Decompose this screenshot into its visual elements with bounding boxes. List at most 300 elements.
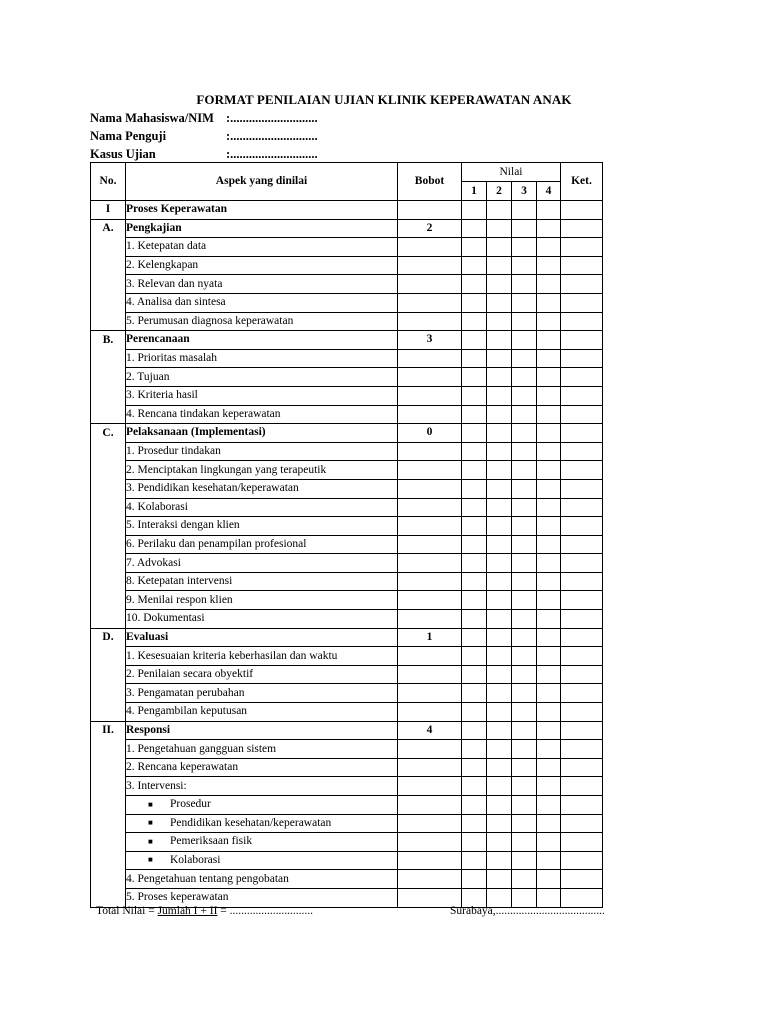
row-weight [398, 312, 462, 331]
score-cell-2[interactable] [487, 386, 512, 405]
score-cell-4[interactable] [537, 368, 561, 387]
row-number [91, 572, 126, 591]
score-cell-1[interactable] [462, 275, 487, 294]
score-cell-3[interactable] [512, 777, 537, 796]
remarks-cell[interactable] [561, 349, 603, 368]
score-cell-4[interactable] [537, 796, 561, 815]
table-row [91, 275, 603, 294]
score-cell-1[interactable] [462, 312, 487, 331]
remarks-cell[interactable] [561, 647, 603, 666]
score-cell-1[interactable] [462, 703, 487, 722]
score-cell-2[interactable] [487, 721, 512, 740]
score-cell-4[interactable] [537, 442, 561, 461]
score-cell-2[interactable] [487, 870, 512, 889]
score-cell-1[interactable] [462, 349, 487, 368]
score-cell-1[interactable] [462, 628, 487, 647]
remarks-cell[interactable] [561, 238, 603, 257]
table-row [91, 833, 603, 852]
score-cell-3[interactable] [512, 628, 537, 647]
row-aspect: 1. Kesesuaian kriteria keberhasilan dan waktu [126, 647, 398, 666]
table-row [91, 610, 603, 629]
score-cell-4[interactable] [537, 833, 561, 852]
remarks-cell[interactable] [561, 479, 603, 498]
table-row [91, 386, 603, 405]
remarks-cell[interactable] [561, 572, 603, 591]
score-cell-1[interactable] [462, 740, 487, 759]
score-cell-2[interactable] [487, 256, 512, 275]
score-cell-4[interactable] [537, 721, 561, 740]
score-cell-3[interactable] [512, 293, 537, 312]
table-row [91, 647, 603, 666]
remarks-cell[interactable] [561, 293, 603, 312]
remarks-cell[interactable] [561, 703, 603, 722]
row-weight [398, 610, 462, 629]
row-weight [398, 833, 462, 852]
score-cell-3[interactable] [512, 461, 537, 480]
table-row [91, 405, 603, 424]
score-cell-4[interactable] [537, 591, 561, 610]
score-cell-4[interactable] [537, 498, 561, 517]
remarks-cell[interactable] [561, 591, 603, 610]
score-cell-1[interactable] [462, 684, 487, 703]
score-cell-2[interactable] [487, 684, 512, 703]
bullet-icon: ■ [148, 836, 153, 846]
score-cell-1[interactable] [462, 424, 487, 443]
score-cell-4[interactable] [537, 201, 561, 220]
score-cell-4[interactable] [537, 814, 561, 833]
row-weight [398, 851, 462, 870]
row-aspect: 10. Dokumentasi [126, 610, 398, 629]
header-no: No. [91, 163, 126, 201]
score-cell-4[interactable] [537, 628, 561, 647]
row-number [91, 275, 126, 294]
remarks-cell[interactable] [561, 461, 603, 480]
score-cell-4[interactable] [537, 851, 561, 870]
score-cell-2[interactable] [487, 572, 512, 591]
score-cell-2[interactable] [487, 498, 512, 517]
row-aspect: Proses Keperawatan [126, 201, 398, 220]
row-aspect: Pelaksanaan (Implementasi) [126, 424, 398, 443]
header-nilai: Nilai [462, 163, 561, 182]
row-aspect [126, 851, 398, 870]
remarks-cell[interactable] [561, 498, 603, 517]
score-cell-2[interactable] [487, 312, 512, 331]
row-weight: 2 [398, 219, 462, 238]
total-formula: Jumlah I + II [157, 905, 218, 917]
score-cell-1[interactable] [462, 851, 487, 870]
score-cell-4[interactable] [537, 386, 561, 405]
table-row [91, 498, 603, 517]
score-cell-4[interactable] [537, 424, 561, 443]
score-cell-2[interactable] [487, 461, 512, 480]
score-cell-4[interactable] [537, 740, 561, 759]
score-cell-2[interactable] [487, 814, 512, 833]
table-row [91, 256, 603, 275]
info-value-examiner: :............................ [226, 129, 318, 143]
table-row [91, 572, 603, 591]
score-cell-1[interactable] [462, 293, 487, 312]
score-cell-2[interactable] [487, 647, 512, 666]
row-number: C. [91, 424, 126, 443]
score-cell-2[interactable] [487, 758, 512, 777]
place-date-line: Surabaya,...................................... [450, 905, 605, 917]
info-value-case: :............................ [226, 147, 318, 161]
score-cell-2[interactable] [487, 201, 512, 220]
score-cell-3[interactable] [512, 219, 537, 238]
table-row [91, 368, 603, 387]
score-cell-2[interactable] [487, 740, 512, 759]
score-cell-2[interactable] [487, 610, 512, 629]
row-aspect [126, 814, 398, 833]
score-cell-3[interactable] [512, 312, 537, 331]
row-aspect: Responsi [126, 721, 398, 740]
score-cell-2[interactable] [487, 628, 512, 647]
score-cell-1[interactable] [462, 610, 487, 629]
score-cell-1[interactable] [462, 554, 487, 573]
score-cell-3[interactable] [512, 851, 537, 870]
score-cell-2[interactable] [487, 219, 512, 238]
score-cell-3[interactable] [512, 386, 537, 405]
score-cell-3[interactable] [512, 554, 537, 573]
remarks-cell[interactable] [561, 721, 603, 740]
score-cell-4[interactable] [537, 703, 561, 722]
row-number: D. [91, 628, 126, 647]
remarks-cell[interactable] [561, 312, 603, 331]
remarks-cell[interactable] [561, 665, 603, 684]
score-cell-1[interactable] [462, 498, 487, 517]
score-cell-1[interactable] [462, 479, 487, 498]
row-weight [398, 461, 462, 480]
remarks-cell[interactable] [561, 256, 603, 275]
row-weight [398, 647, 462, 666]
score-cell-3[interactable] [512, 740, 537, 759]
score-cell-1[interactable] [462, 777, 487, 796]
row-weight [398, 535, 462, 554]
score-cell-4[interactable] [537, 331, 561, 350]
row-number [91, 833, 126, 852]
remarks-cell[interactable] [561, 684, 603, 703]
score-cell-2[interactable] [487, 275, 512, 294]
score-cell-4[interactable] [537, 647, 561, 666]
score-cell-3[interactable] [512, 349, 537, 368]
table-row [91, 331, 603, 350]
score-cell-1[interactable] [462, 405, 487, 424]
score-cell-3[interactable] [512, 275, 537, 294]
info-row-case [90, 145, 318, 163]
row-weight [398, 256, 462, 275]
score-cell-3[interactable] [512, 442, 537, 461]
score-cell-3[interactable] [512, 368, 537, 387]
score-cell-2[interactable] [487, 796, 512, 815]
score-cell-1[interactable] [462, 517, 487, 536]
row-aspect: 2. Tujuan [126, 368, 398, 387]
score-cell-2[interactable] [487, 349, 512, 368]
score-cell-2[interactable] [487, 331, 512, 350]
score-cell-1[interactable] [462, 368, 487, 387]
score-cell-1[interactable] [462, 647, 487, 666]
score-cell-3[interactable] [512, 610, 537, 629]
score-cell-3[interactable] [512, 572, 537, 591]
row-aspect-text: Pendidikan kesehatan/keperawatan [170, 816, 332, 829]
bullet-icon: ■ [148, 855, 153, 865]
header-nilai-2: 2 [487, 182, 512, 201]
row-number [91, 777, 126, 796]
table-row [91, 535, 603, 554]
row-number: A. [91, 219, 126, 238]
table-row [91, 703, 603, 722]
score-cell-3[interactable] [512, 517, 537, 536]
score-cell-4[interactable] [537, 405, 561, 424]
score-cell-2[interactable] [487, 293, 512, 312]
remarks-cell[interactable] [561, 628, 603, 647]
score-cell-3[interactable] [512, 647, 537, 666]
score-cell-1[interactable] [462, 461, 487, 480]
table-row [91, 684, 603, 703]
table-row [91, 424, 603, 443]
row-weight [398, 703, 462, 722]
score-cell-1[interactable] [462, 201, 487, 220]
score-cell-4[interactable] [537, 256, 561, 275]
row-number [91, 312, 126, 331]
row-number [91, 479, 126, 498]
remarks-cell[interactable] [561, 610, 603, 629]
score-cell-2[interactable] [487, 368, 512, 387]
row-aspect: 2. Rencana keperawatan [126, 758, 398, 777]
row-aspect: Evaluasi [126, 628, 398, 647]
remarks-cell[interactable] [561, 442, 603, 461]
row-weight [398, 442, 462, 461]
score-cell-3[interactable] [512, 814, 537, 833]
row-weight [398, 777, 462, 796]
score-cell-1[interactable] [462, 219, 487, 238]
row-aspect: 3. Relevan dan nyata [126, 275, 398, 294]
remarks-cell[interactable] [561, 424, 603, 443]
score-cell-3[interactable] [512, 796, 537, 815]
score-cell-4[interactable] [537, 684, 561, 703]
assessment-table [90, 162, 603, 908]
row-aspect: 4. Kolaborasi [126, 498, 398, 517]
score-cell-2[interactable] [487, 665, 512, 684]
row-number [91, 238, 126, 257]
row-aspect: 5. Proses keperawatan [126, 888, 398, 907]
score-cell-4[interactable] [537, 870, 561, 889]
score-cell-3[interactable] [512, 201, 537, 220]
remarks-cell[interactable] [561, 777, 603, 796]
row-aspect [126, 833, 398, 852]
header-ket: Ket. [561, 163, 603, 201]
row-number [91, 405, 126, 424]
score-cell-3[interactable] [512, 424, 537, 443]
score-cell-1[interactable] [462, 238, 487, 257]
remarks-cell[interactable] [561, 368, 603, 387]
score-cell-4[interactable] [537, 349, 561, 368]
row-weight [398, 293, 462, 312]
score-cell-3[interactable] [512, 684, 537, 703]
score-cell-1[interactable] [462, 442, 487, 461]
row-aspect: 3. Pengamatan perubahan [126, 684, 398, 703]
info-label-examiner: Nama Penguji [90, 129, 167, 143]
score-cell-1[interactable] [462, 572, 487, 591]
score-cell-3[interactable] [512, 721, 537, 740]
score-cell-2[interactable] [487, 238, 512, 257]
table-row [91, 201, 603, 220]
row-weight [398, 201, 462, 220]
table-row [91, 796, 603, 815]
remarks-cell[interactable] [561, 870, 603, 889]
score-cell-2[interactable] [487, 535, 512, 554]
row-aspect: 5. Perumusan diagnosa keperawatan [126, 312, 398, 331]
row-aspect: 1. Ketepatan data [126, 238, 398, 257]
score-cell-4[interactable] [537, 665, 561, 684]
score-cell-1[interactable] [462, 665, 487, 684]
row-weight [398, 572, 462, 591]
total-score-line [96, 903, 313, 919]
score-cell-2[interactable] [487, 777, 512, 796]
row-aspect: 6. Perilaku dan penampilan profesional [126, 535, 398, 554]
score-cell-1[interactable] [462, 758, 487, 777]
score-cell-1[interactable] [462, 721, 487, 740]
row-number [91, 796, 126, 815]
remarks-cell[interactable] [561, 796, 603, 815]
score-cell-1[interactable] [462, 833, 487, 852]
score-cell-2[interactable] [487, 833, 512, 852]
score-cell-3[interactable] [512, 758, 537, 777]
score-cell-3[interactable] [512, 833, 537, 852]
score-cell-4[interactable] [537, 777, 561, 796]
remarks-cell[interactable] [561, 517, 603, 536]
row-weight: 1 [398, 628, 462, 647]
score-cell-1[interactable] [462, 386, 487, 405]
remarks-cell[interactable] [561, 275, 603, 294]
score-cell-4[interactable] [537, 610, 561, 629]
score-cell-1[interactable] [462, 814, 487, 833]
row-weight [398, 386, 462, 405]
remarks-cell[interactable] [561, 386, 603, 405]
score-cell-3[interactable] [512, 238, 537, 257]
remarks-cell[interactable] [561, 331, 603, 350]
table-row [91, 591, 603, 610]
score-cell-4[interactable] [537, 554, 561, 573]
bullet-icon: ■ [148, 818, 153, 828]
row-number [91, 591, 126, 610]
score-cell-4[interactable] [537, 219, 561, 238]
row-number [91, 870, 126, 889]
row-weight [398, 591, 462, 610]
score-cell-4[interactable] [537, 517, 561, 536]
score-cell-1[interactable] [462, 591, 487, 610]
row-weight [398, 870, 462, 889]
remarks-cell[interactable] [561, 201, 603, 220]
row-number [91, 386, 126, 405]
score-cell-3[interactable] [512, 498, 537, 517]
remarks-cell[interactable] [561, 851, 603, 870]
score-cell-2[interactable] [487, 591, 512, 610]
remarks-cell[interactable] [561, 554, 603, 573]
score-cell-2[interactable] [487, 517, 512, 536]
score-cell-3[interactable] [512, 591, 537, 610]
remarks-cell[interactable] [561, 535, 603, 554]
remarks-cell[interactable] [561, 758, 603, 777]
score-cell-3[interactable] [512, 405, 537, 424]
score-cell-4[interactable] [537, 461, 561, 480]
row-number [91, 498, 126, 517]
remarks-cell[interactable] [561, 219, 603, 238]
score-cell-2[interactable] [487, 424, 512, 443]
row-number [91, 647, 126, 666]
score-cell-4[interactable] [537, 535, 561, 554]
header-nilai-3: 3 [512, 182, 537, 201]
row-aspect-text: Prosedur [170, 798, 211, 811]
row-aspect: Perencanaan [126, 331, 398, 350]
score-cell-1[interactable] [462, 535, 487, 554]
remarks-cell[interactable] [561, 814, 603, 833]
row-weight [398, 349, 462, 368]
score-cell-4[interactable] [537, 572, 561, 591]
score-cell-3[interactable] [512, 870, 537, 889]
score-cell-4[interactable] [537, 275, 561, 294]
table-row [91, 665, 603, 684]
score-cell-3[interactable] [512, 535, 537, 554]
row-number [91, 442, 126, 461]
remarks-cell[interactable] [561, 833, 603, 852]
row-aspect: 7. Advokasi [126, 554, 398, 573]
table-row [91, 517, 603, 536]
score-cell-4[interactable] [537, 293, 561, 312]
score-cell-2[interactable] [487, 554, 512, 573]
row-weight [398, 368, 462, 387]
score-cell-3[interactable] [512, 331, 537, 350]
score-cell-3[interactable] [512, 703, 537, 722]
row-aspect: 1. Prioritas masalah [126, 349, 398, 368]
table-row [91, 293, 603, 312]
score-cell-4[interactable] [537, 238, 561, 257]
score-cell-2[interactable] [487, 703, 512, 722]
score-cell-1[interactable] [462, 870, 487, 889]
score-cell-1[interactable] [462, 331, 487, 350]
score-cell-4[interactable] [537, 758, 561, 777]
score-cell-2[interactable] [487, 405, 512, 424]
score-cell-3[interactable] [512, 479, 537, 498]
row-aspect: 3. Intervensi: [126, 777, 398, 796]
table-row [91, 238, 603, 257]
remarks-cell[interactable] [561, 405, 603, 424]
table-row [91, 758, 603, 777]
score-cell-2[interactable] [487, 442, 512, 461]
score-cell-3[interactable] [512, 665, 537, 684]
table-body [91, 201, 603, 908]
row-number [91, 814, 126, 833]
row-number [91, 535, 126, 554]
info-value-student: :............................ [226, 111, 318, 125]
score-cell-3[interactable] [512, 256, 537, 275]
row-number: B. [91, 331, 126, 350]
table-row [91, 219, 603, 238]
row-aspect: 2. Kelengkapan [126, 256, 398, 275]
score-cell-2[interactable] [487, 479, 512, 498]
score-cell-4[interactable] [537, 479, 561, 498]
row-aspect: 4. Pengambilan keputusan [126, 703, 398, 722]
row-weight [398, 665, 462, 684]
score-cell-2[interactable] [487, 851, 512, 870]
remarks-cell[interactable] [561, 740, 603, 759]
row-aspect: 1. Pengetahuan gangguan sistem [126, 740, 398, 759]
row-weight [398, 814, 462, 833]
score-cell-1[interactable] [462, 256, 487, 275]
table-row [91, 721, 603, 740]
row-aspect [126, 796, 398, 815]
score-cell-1[interactable] [462, 796, 487, 815]
score-cell-4[interactable] [537, 312, 561, 331]
